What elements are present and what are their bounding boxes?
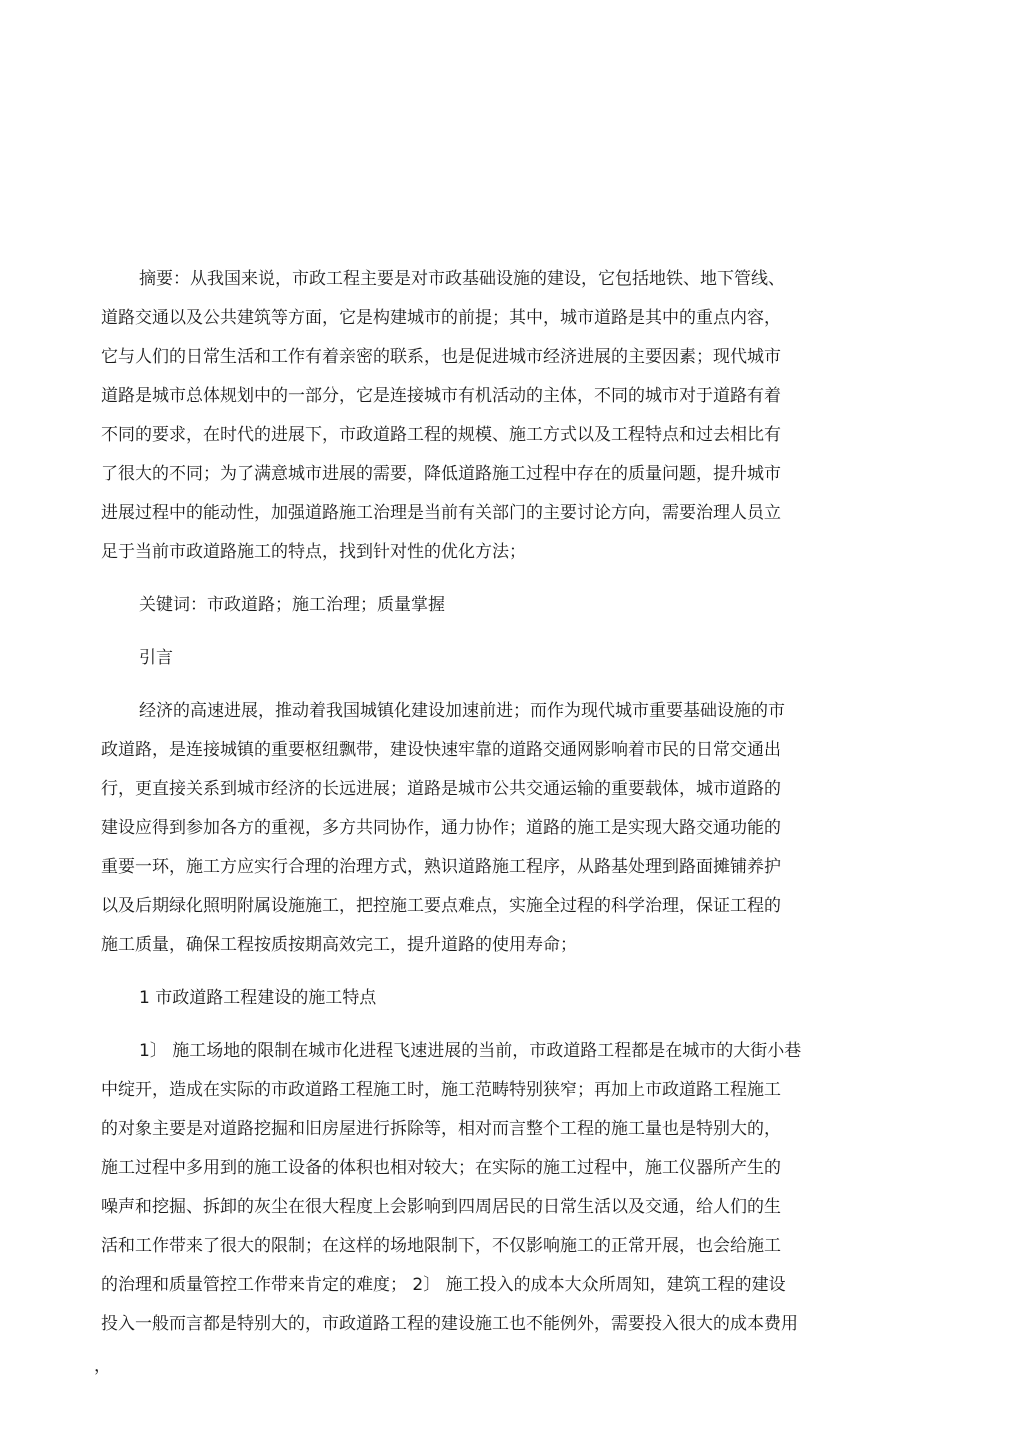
section-line: 活和工作带来了很大的限制；在这样的场地限制下，不仅影响施工的正常开展，也会给施工 [101, 1236, 781, 1256]
section-line: 投入一般而言都是特别大的，市政道路工程的建设施工也不能例外，需要投入很大的成本费用 [101, 1314, 798, 1334]
section-line: 1〕 施工场地的限制在城市化进程飞速进展的当前，市政道路工程都是在城市的大街小巷 [139, 1041, 802, 1061]
abstract-line: 它与人们的日常生活和工作有着亲密的联系，也是促进城市经济进展的主要因素；现代城市 [101, 347, 781, 367]
intro-line: 行，更直接关系到城市经济的长远进展；道路是城市公共交通运输的重要载体，城市道路的 [101, 779, 781, 799]
keywords-line: 关键词：市政道路；施工治理；质量掌握 [139, 595, 445, 615]
intro-line: 建设应得到参加各方的重视，多方共同协作，通力协作；道路的施工是实现大路交通功能的 [101, 818, 781, 838]
intro-line: 以及后期绿化照明附属设施施工，把控施工要点难点，实施全过程的科学治理，保证工程的 [101, 896, 781, 916]
abstract-line: 了很大的不同；为了满意城市进展的需要，降低道路施工过程中存在的质量问题，提升城市 [101, 464, 781, 484]
section-heading: 1 市政道路工程建设的施工特点 [139, 988, 377, 1008]
abstract-line: 进展过程中的能动性，加强道路施工治理是当前有关部门的主要讨论方向，需要治理人员立 [101, 503, 781, 523]
section-line: ， [94, 1356, 111, 1376]
abstract-line: 道路交通以及公共建筑等方面，它是构建城市的前提；其中，城市道路是其中的重点内容， [101, 308, 781, 328]
abstract-line: 足于当前市政道路施工的特点，找到针对性的优化方法； [101, 542, 526, 562]
section-line: 中绽开，造成在实际的市政道路工程施工时，施工范畴特别狭窄；再加上市政道路工程施工 [101, 1080, 781, 1100]
intro-line: 重要一环，施工方应实行合理的治理方式，熟识道路施工程序，从路基处理到路面摊铺养护 [101, 857, 781, 877]
intro-line: 经济的高速进展，推动着我国城镇化建设加速前进；而作为现代城市重要基础设施的市 [139, 701, 785, 721]
section-line: 施工过程中多用到的施工设备的体积也相对较大；在实际的施工过程中，施工仪器所产生的 [101, 1158, 781, 1178]
section-line: 噪声和挖掘、拆卸的灰尘在很大程度上会影响到四周居民的日常生活以及交通，给人们的生 [101, 1197, 781, 1217]
intro-heading: 引言 [139, 648, 173, 668]
abstract-line: 不同的要求，在时代的进展下，市政道路工程的规模、施工方式以及工程特点和过去相比有 [101, 425, 781, 445]
intro-line: 施工质量，确保工程按质按期高效完工，提升道路的使用寿命； [101, 935, 577, 955]
section-line: 的对象主要是对道路挖掘和旧房屋进行拆除等，相对而言整个工程的施工量也是特别大的， [101, 1119, 781, 1139]
abstract-line: 道路是城市总体规划中的一部分，它是连接城市有机活动的主体，不同的城市对于道路有着 [101, 386, 781, 406]
intro-line: 政道路，是连接城镇的重要枢纽飘带，建设快速牢靠的道路交通网影响着市民的日常交通出 [101, 740, 781, 760]
section-line: 的治理和质量管控工作带来肯定的难度； 2〕 施工投入的成本大众所周知，建筑工程的建设 [101, 1275, 786, 1295]
abstract-line: 摘要：从我国来说，市政工程主要是对市政基础设施的建设，它包括地铁、地下管线、 [139, 269, 785, 289]
